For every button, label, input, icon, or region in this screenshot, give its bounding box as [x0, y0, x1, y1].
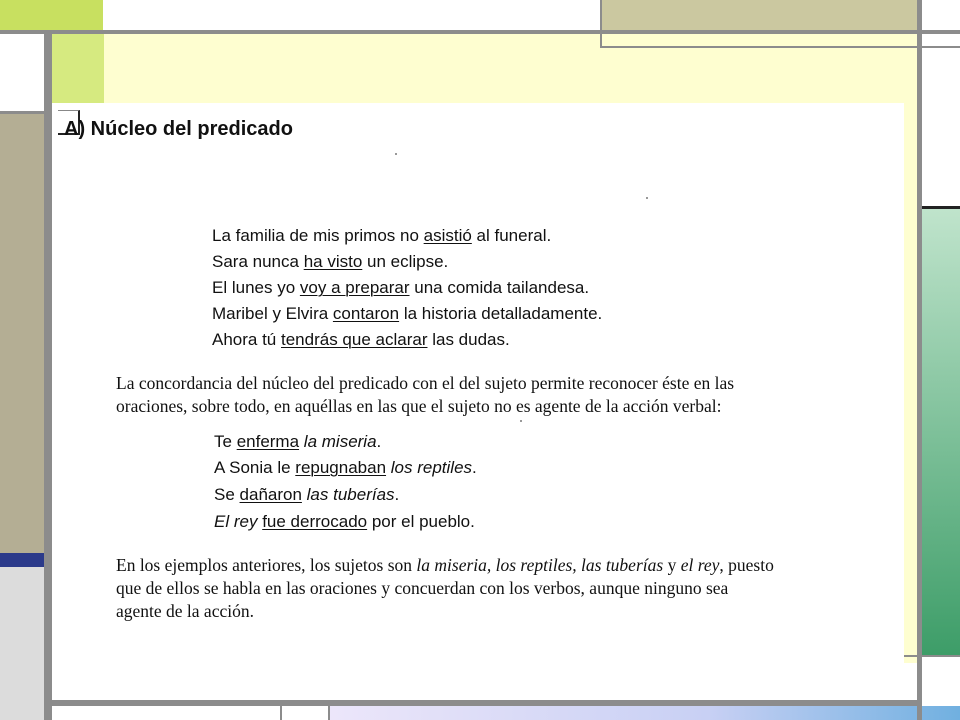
paragraph-line: agente de la acción. — [116, 601, 254, 621]
white-left-block — [0, 33, 44, 113]
italic-subject: las tuberías — [306, 485, 395, 504]
sentence-text: A Sonia le — [214, 458, 296, 477]
scan-speck — [520, 420, 522, 422]
cream-panel-right — [904, 103, 918, 663]
italic-subjects: el rey — [680, 555, 720, 575]
paragraph-line: que de ellos se habla en las oraciones y concuerdan con los verbos, aunque ninguno sea — [116, 578, 729, 598]
divider-line — [0, 111, 44, 114]
top-white-block — [103, 0, 600, 32]
underlined-verb: contaron — [332, 304, 400, 323]
underlined-verb: ha visto — [303, 252, 363, 271]
lavender-strip — [330, 706, 960, 720]
underlined-verb: fue derrocado — [262, 512, 368, 531]
divider-line — [44, 30, 52, 720]
bottom-white-box — [52, 706, 330, 720]
sentence-text: Te — [214, 432, 237, 451]
divider-line — [600, 0, 602, 48]
sentence-text: por el pueblo. — [367, 512, 475, 531]
sentence-text: las dudas. — [427, 330, 510, 349]
underlined-verb: repugnaban — [295, 458, 387, 477]
khaki-block — [600, 0, 918, 32]
sentence-text: Se — [214, 485, 240, 504]
cream-panel — [104, 32, 918, 104]
divider-line — [328, 706, 330, 720]
lime-block — [0, 0, 103, 32]
underlined-verb: asistió — [423, 226, 472, 245]
mint-gradient-column — [922, 208, 960, 655]
divider-line — [0, 30, 960, 34]
sentence-text: una comida tailandesa. — [409, 278, 590, 297]
italic-subject: los reptiles — [390, 458, 473, 477]
sentence-text: Maribel y Elvira — [212, 304, 333, 323]
sentence-text: . — [394, 485, 400, 504]
scan-speck — [395, 153, 397, 155]
sentence-text: . — [472, 458, 477, 477]
grey-left-block — [0, 567, 44, 720]
scan-speck — [646, 197, 648, 199]
paragraph-text: , puesto — [719, 555, 774, 575]
paragraph-line: La concordancia del núcleo del predicado con el del sujeto permite reconocer éste en las — [116, 373, 735, 393]
underlined-verb: voy a preparar — [299, 278, 410, 297]
divider-line — [922, 206, 960, 209]
paragraph-text: y — [663, 555, 681, 575]
divider-line — [600, 46, 960, 48]
section-heading: A) Núcleo del predicado — [64, 118, 293, 140]
example-sentence — [214, 512, 475, 532]
example-sentence — [212, 226, 551, 246]
divider-line — [52, 700, 922, 706]
paragraph-line: oraciones, sobre todo, en aquéllas en las que el sujeto no es agente de la acción verbal: — [116, 396, 722, 416]
example-sentence — [212, 304, 602, 324]
sentence-text: al funeral. — [471, 226, 552, 245]
tan-column — [0, 113, 44, 553]
paragraph-text: En los ejemplos anteriores, los sujetos son — [116, 555, 417, 575]
example-sentence — [214, 485, 399, 505]
italic-subject: la miseria — [303, 432, 377, 451]
sentence-text: la historia detalladamente. — [399, 304, 603, 323]
sentence-text: El lunes yo — [212, 278, 300, 297]
underlined-verb: dañaron — [239, 485, 302, 504]
navy-strip — [0, 553, 44, 567]
sentence-text: La familia de mis primos no — [212, 226, 424, 245]
example-sentence — [212, 330, 510, 350]
italic-subject: El rey — [214, 512, 258, 531]
example-sentence — [214, 458, 477, 478]
sentence-text: . — [376, 432, 382, 451]
left-lime-column — [52, 32, 104, 104]
example-sentence — [214, 432, 381, 452]
underlined-verb: tendrás que aclarar — [281, 330, 428, 349]
paragraph-line — [116, 555, 774, 576]
divider-line — [917, 0, 922, 720]
sentence-text: un eclipse. — [362, 252, 449, 271]
example-sentence — [212, 252, 448, 272]
sentence-text: Sara nunca — [212, 252, 304, 271]
italic-subjects: la miseria, los reptiles, las tuberías — [416, 555, 664, 575]
example-sentence — [212, 278, 589, 298]
sentence-text: Ahora tú — [212, 330, 281, 349]
underlined-verb: enferma — [236, 432, 300, 451]
